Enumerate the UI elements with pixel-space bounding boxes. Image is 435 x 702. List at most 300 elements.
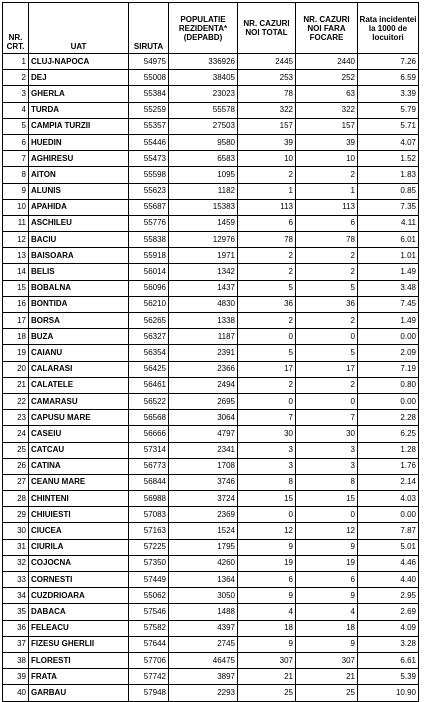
siruta-code-cell: 57742 xyxy=(129,669,169,685)
uat-name-cell: GHERLA xyxy=(29,86,129,102)
siruta-code-cell: 57644 xyxy=(129,636,169,652)
uat-name-cell: CIUCEA xyxy=(29,523,129,539)
cases-without-outbreaks-cell: 307 xyxy=(296,652,358,668)
population-cell: 2391 xyxy=(169,345,238,361)
cases-without-outbreaks-cell: 7 xyxy=(296,410,358,426)
row-number-cell: 4 xyxy=(3,102,29,118)
row-number-cell: 3 xyxy=(3,86,29,102)
table-row xyxy=(3,426,419,442)
uat-name-cell: BAISOARA xyxy=(29,248,129,264)
row-number-cell: 17 xyxy=(3,313,29,329)
incidence-rate-cell: 7.45 xyxy=(358,296,419,312)
cases-total-cell: 39 xyxy=(238,134,296,150)
siruta-code-cell: 55384 xyxy=(129,86,169,102)
table-row xyxy=(3,458,419,474)
siruta-code-cell: 57948 xyxy=(129,685,169,701)
incidence-rate-cell: 2.69 xyxy=(358,604,419,620)
population-cell: 2695 xyxy=(169,393,238,409)
table-row xyxy=(3,118,419,134)
row-number-cell: 33 xyxy=(3,572,29,588)
siruta-code-cell: 57546 xyxy=(129,604,169,620)
cases-total-cell: 2 xyxy=(238,248,296,264)
incidence-rate-cell: 4.07 xyxy=(358,134,419,150)
cases-without-outbreaks-cell: 252 xyxy=(296,70,358,86)
population-cell: 3724 xyxy=(169,491,238,507)
uat-name-cell: APAHIDA xyxy=(29,199,129,215)
uat-name-cell: CLUJ-NAPOCA xyxy=(29,54,129,70)
incidence-rate-cell: 7.87 xyxy=(358,523,419,539)
cases-total-cell: 78 xyxy=(238,232,296,248)
row-number-cell: 8 xyxy=(3,167,29,183)
table-row xyxy=(3,442,419,458)
uat-name-cell: DEJ xyxy=(29,70,129,86)
siruta-code-cell: 56522 xyxy=(129,393,169,409)
siruta-code-cell: 56461 xyxy=(129,377,169,393)
row-number-cell: 10 xyxy=(3,199,29,215)
cases-total-cell: 21 xyxy=(238,669,296,685)
row-number-cell: 19 xyxy=(3,345,29,361)
header-siruta: SIRUTA xyxy=(129,3,169,54)
incidence-table xyxy=(2,2,419,702)
cases-total-cell: 5 xyxy=(238,280,296,296)
table-row xyxy=(3,54,419,70)
table-row xyxy=(3,539,419,555)
header-nr-crt: NR. CRT. xyxy=(3,3,29,54)
cases-total-cell: 2 xyxy=(238,264,296,280)
row-number-cell: 6 xyxy=(3,134,29,150)
uat-name-cell: AITON xyxy=(29,167,129,183)
table-row xyxy=(3,70,419,86)
cases-total-cell: 10 xyxy=(238,151,296,167)
cases-total-cell: 253 xyxy=(238,70,296,86)
cases-without-outbreaks-cell: 10 xyxy=(296,151,358,167)
population-cell: 1095 xyxy=(169,167,238,183)
cases-without-outbreaks-cell: 15 xyxy=(296,491,358,507)
cases-without-outbreaks-cell: 9 xyxy=(296,588,358,604)
header-populatie: POPULATIE REZIDENTA* (DEPABD) xyxy=(169,3,238,54)
row-number-cell: 13 xyxy=(3,248,29,264)
incidence-rate-cell: 0.80 xyxy=(358,377,419,393)
siruta-code-cell: 55838 xyxy=(129,232,169,248)
row-number-cell: 36 xyxy=(3,620,29,636)
uat-name-cell: BORSA xyxy=(29,313,129,329)
table-row xyxy=(3,232,419,248)
cases-without-outbreaks-cell: 21 xyxy=(296,669,358,685)
population-cell: 3746 xyxy=(169,474,238,490)
incidence-rate-cell: 1.49 xyxy=(358,264,419,280)
siruta-code-cell: 55623 xyxy=(129,183,169,199)
population-cell: 55578 xyxy=(169,102,238,118)
population-cell: 4260 xyxy=(169,555,238,571)
siruta-code-cell: 55062 xyxy=(129,588,169,604)
header-rata-incidenta: Rata incidentei la 1000 de locuitori xyxy=(358,3,419,54)
cases-without-outbreaks-cell: 3 xyxy=(296,458,358,474)
cases-total-cell: 2 xyxy=(238,167,296,183)
population-cell: 4397 xyxy=(169,620,238,636)
cases-total-cell: 2445 xyxy=(238,54,296,70)
population-cell: 1182 xyxy=(169,183,238,199)
cases-without-outbreaks-cell: 25 xyxy=(296,685,358,701)
population-cell: 1488 xyxy=(169,604,238,620)
incidence-rate-cell: 0.00 xyxy=(358,329,419,345)
population-cell: 27503 xyxy=(169,118,238,134)
uat-name-cell: ALUNIS xyxy=(29,183,129,199)
cases-without-outbreaks-cell: 2 xyxy=(296,377,358,393)
row-number-cell: 35 xyxy=(3,604,29,620)
siruta-code-cell: 55918 xyxy=(129,248,169,264)
siruta-code-cell: 56354 xyxy=(129,345,169,361)
cases-total-cell: 2 xyxy=(238,313,296,329)
siruta-code-cell: 57225 xyxy=(129,539,169,555)
table-row xyxy=(3,280,419,296)
table-row xyxy=(3,572,419,588)
cases-without-outbreaks-cell: 3 xyxy=(296,442,358,458)
population-cell: 2366 xyxy=(169,361,238,377)
cases-without-outbreaks-cell: 157 xyxy=(296,118,358,134)
siruta-code-cell: 55357 xyxy=(129,118,169,134)
row-number-cell: 25 xyxy=(3,442,29,458)
siruta-code-cell: 56568 xyxy=(129,410,169,426)
population-cell: 1795 xyxy=(169,539,238,555)
cases-total-cell: 1 xyxy=(238,183,296,199)
row-number-cell: 12 xyxy=(3,232,29,248)
siruta-code-cell: 55446 xyxy=(129,134,169,150)
table-row xyxy=(3,199,419,215)
uat-name-cell: CASEIU xyxy=(29,426,129,442)
row-number-cell: 23 xyxy=(3,410,29,426)
uat-name-cell: COJOCNA xyxy=(29,555,129,571)
siruta-code-cell: 57163 xyxy=(129,523,169,539)
row-number-cell: 32 xyxy=(3,555,29,571)
cases-total-cell: 6 xyxy=(238,572,296,588)
population-cell: 2745 xyxy=(169,636,238,652)
cases-total-cell: 9 xyxy=(238,636,296,652)
siruta-code-cell: 56210 xyxy=(129,296,169,312)
population-cell: 2293 xyxy=(169,685,238,701)
uat-name-cell: CORNESTI xyxy=(29,572,129,588)
table-row xyxy=(3,620,419,636)
population-cell: 3050 xyxy=(169,588,238,604)
cases-total-cell: 307 xyxy=(238,652,296,668)
row-number-cell: 39 xyxy=(3,669,29,685)
cases-without-outbreaks-cell: 1 xyxy=(296,183,358,199)
cases-without-outbreaks-cell: 2 xyxy=(296,167,358,183)
siruta-code-cell: 57582 xyxy=(129,620,169,636)
population-cell: 1364 xyxy=(169,572,238,588)
population-cell: 2369 xyxy=(169,507,238,523)
incidence-rate-cell: 2.28 xyxy=(358,410,419,426)
cases-total-cell: 5 xyxy=(238,345,296,361)
population-cell: 1187 xyxy=(169,329,238,345)
cases-total-cell: 4 xyxy=(238,604,296,620)
incidence-rate-cell: 3.48 xyxy=(358,280,419,296)
table-row xyxy=(3,264,419,280)
row-number-cell: 20 xyxy=(3,361,29,377)
cases-without-outbreaks-cell: 2 xyxy=(296,313,358,329)
row-number-cell: 22 xyxy=(3,393,29,409)
table-row xyxy=(3,491,419,507)
uat-name-cell: CALARASI xyxy=(29,361,129,377)
cases-total-cell: 36 xyxy=(238,296,296,312)
population-cell: 38405 xyxy=(169,70,238,86)
header-cazuri-total: NR. CAZURI NOI TOTAL xyxy=(238,3,296,54)
cases-total-cell: 17 xyxy=(238,361,296,377)
population-cell: 1708 xyxy=(169,458,238,474)
table-body xyxy=(3,54,419,702)
row-number-cell: 15 xyxy=(3,280,29,296)
incidence-rate-cell: 1.49 xyxy=(358,313,419,329)
siruta-code-cell: 56666 xyxy=(129,426,169,442)
table-row xyxy=(3,410,419,426)
incidence-rate-cell: 6.59 xyxy=(358,70,419,86)
cases-total-cell: 9 xyxy=(238,588,296,604)
incidence-rate-cell: 0.00 xyxy=(358,507,419,523)
incidence-rate-cell: 5.01 xyxy=(358,539,419,555)
row-number-cell: 38 xyxy=(3,652,29,668)
population-cell: 23023 xyxy=(169,86,238,102)
cases-without-outbreaks-cell: 0 xyxy=(296,329,358,345)
table-row xyxy=(3,329,419,345)
cases-total-cell: 113 xyxy=(238,199,296,215)
table-row xyxy=(3,474,419,490)
incidence-rate-cell: 5.39 xyxy=(358,669,419,685)
incidence-rate-cell: 1.52 xyxy=(358,151,419,167)
uat-name-cell: CHINTENI xyxy=(29,491,129,507)
population-cell: 12976 xyxy=(169,232,238,248)
siruta-code-cell: 56014 xyxy=(129,264,169,280)
table-row xyxy=(3,588,419,604)
row-number-cell: 31 xyxy=(3,539,29,555)
uat-name-cell: AGHIRESU xyxy=(29,151,129,167)
incidence-rate-cell: 6.61 xyxy=(358,652,419,668)
incidence-rate-cell: 4.46 xyxy=(358,555,419,571)
population-cell: 4797 xyxy=(169,426,238,442)
cases-total-cell: 7 xyxy=(238,410,296,426)
table-row xyxy=(3,215,419,231)
row-number-cell: 26 xyxy=(3,458,29,474)
row-number-cell: 29 xyxy=(3,507,29,523)
incidence-rate-cell: 7.19 xyxy=(358,361,419,377)
table-row xyxy=(3,183,419,199)
cases-without-outbreaks-cell: 5 xyxy=(296,345,358,361)
table-row xyxy=(3,167,419,183)
row-number-cell: 14 xyxy=(3,264,29,280)
cases-total-cell: 8 xyxy=(238,474,296,490)
incidence-rate-cell: 0.00 xyxy=(358,393,419,409)
siruta-code-cell: 55776 xyxy=(129,215,169,231)
siruta-code-cell: 56425 xyxy=(129,361,169,377)
table-row xyxy=(3,134,419,150)
siruta-code-cell: 56096 xyxy=(129,280,169,296)
population-cell: 4830 xyxy=(169,296,238,312)
siruta-code-cell: 56265 xyxy=(129,313,169,329)
siruta-code-cell: 56844 xyxy=(129,474,169,490)
header-uat: UAT xyxy=(29,3,129,54)
table-row xyxy=(3,151,419,167)
cases-total-cell: 0 xyxy=(238,329,296,345)
cases-without-outbreaks-cell: 12 xyxy=(296,523,358,539)
cases-without-outbreaks-cell: 2 xyxy=(296,248,358,264)
row-number-cell: 30 xyxy=(3,523,29,539)
uat-name-cell: FELEACU xyxy=(29,620,129,636)
incidence-rate-cell: 4.11 xyxy=(358,215,419,231)
table-row xyxy=(3,652,419,668)
cases-total-cell: 3 xyxy=(238,458,296,474)
uat-name-cell: CAPUSU MARE xyxy=(29,410,129,426)
cases-without-outbreaks-cell: 322 xyxy=(296,102,358,118)
row-number-cell: 34 xyxy=(3,588,29,604)
uat-name-cell: FIZESU GHERLII xyxy=(29,636,129,652)
cases-total-cell: 9 xyxy=(238,539,296,555)
table-row xyxy=(3,555,419,571)
cases-without-outbreaks-cell: 17 xyxy=(296,361,358,377)
cases-without-outbreaks-cell: 0 xyxy=(296,507,358,523)
population-cell: 6583 xyxy=(169,151,238,167)
siruta-code-cell: 55598 xyxy=(129,167,169,183)
population-cell: 1524 xyxy=(169,523,238,539)
row-number-cell: 18 xyxy=(3,329,29,345)
header-cazuri-fara-focare: NR. CAZURI NOI FARA FOCARE xyxy=(296,3,358,54)
uat-name-cell: BUZA xyxy=(29,329,129,345)
population-cell: 46475 xyxy=(169,652,238,668)
incidence-rate-cell: 5.71 xyxy=(358,118,419,134)
cases-total-cell: 6 xyxy=(238,215,296,231)
siruta-code-cell: 56988 xyxy=(129,491,169,507)
cases-total-cell: 12 xyxy=(238,523,296,539)
incidence-rate-cell: 3.39 xyxy=(358,86,419,102)
table-row xyxy=(3,636,419,652)
population-cell: 1971 xyxy=(169,248,238,264)
cases-without-outbreaks-cell: 4 xyxy=(296,604,358,620)
row-number-cell: 28 xyxy=(3,491,29,507)
siruta-code-cell: 56327 xyxy=(129,329,169,345)
population-cell: 1437 xyxy=(169,280,238,296)
uat-name-cell: GARBAU xyxy=(29,685,129,701)
uat-name-cell: FRATA xyxy=(29,669,129,685)
uat-name-cell: BACIU xyxy=(29,232,129,248)
uat-name-cell: BONTIDA xyxy=(29,296,129,312)
uat-name-cell: TURDA xyxy=(29,102,129,118)
incidence-rate-cell: 10.90 xyxy=(358,685,419,701)
uat-name-cell: CATINA xyxy=(29,458,129,474)
population-cell: 15383 xyxy=(169,199,238,215)
siruta-code-cell: 57449 xyxy=(129,572,169,588)
cases-without-outbreaks-cell: 63 xyxy=(296,86,358,102)
incidence-rate-cell: 6.01 xyxy=(358,232,419,248)
population-cell: 336926 xyxy=(169,54,238,70)
incidence-rate-cell: 5.79 xyxy=(358,102,419,118)
cases-total-cell: 0 xyxy=(238,393,296,409)
incidence-rate-cell: 7.35 xyxy=(358,199,419,215)
uat-name-cell: CHIUIESTI xyxy=(29,507,129,523)
row-number-cell: 40 xyxy=(3,685,29,701)
incidence-rate-cell: 2.14 xyxy=(358,474,419,490)
table-row xyxy=(3,313,419,329)
population-cell: 2494 xyxy=(169,377,238,393)
siruta-code-cell: 54975 xyxy=(129,54,169,70)
cases-total-cell: 0 xyxy=(238,507,296,523)
cases-total-cell: 78 xyxy=(238,86,296,102)
table-row xyxy=(3,604,419,620)
table-row xyxy=(3,248,419,264)
table-row xyxy=(3,685,419,701)
uat-name-cell: HUEDIN xyxy=(29,134,129,150)
row-number-cell: 21 xyxy=(3,377,29,393)
siruta-code-cell: 57706 xyxy=(129,652,169,668)
incidence-rate-cell: 2.95 xyxy=(358,588,419,604)
incidence-rate-cell: 6.25 xyxy=(358,426,419,442)
population-cell: 1338 xyxy=(169,313,238,329)
row-number-cell: 37 xyxy=(3,636,29,652)
uat-name-cell: BELIS xyxy=(29,264,129,280)
header-row xyxy=(3,3,419,54)
population-cell: 3897 xyxy=(169,669,238,685)
row-number-cell: 2 xyxy=(3,70,29,86)
row-number-cell: 7 xyxy=(3,151,29,167)
incidence-rate-cell: 7.26 xyxy=(358,54,419,70)
uat-name-cell: CEANU MARE xyxy=(29,474,129,490)
incidence-rate-cell: 1.83 xyxy=(358,167,419,183)
uat-name-cell: CAMARASU xyxy=(29,393,129,409)
siruta-code-cell: 57314 xyxy=(129,442,169,458)
siruta-code-cell: 55008 xyxy=(129,70,169,86)
row-number-cell: 27 xyxy=(3,474,29,490)
row-number-cell: 11 xyxy=(3,215,29,231)
cases-total-cell: 19 xyxy=(238,555,296,571)
table-row xyxy=(3,86,419,102)
uat-name-cell: CIURILA xyxy=(29,539,129,555)
row-number-cell: 16 xyxy=(3,296,29,312)
uat-name-cell: ASCHILEU xyxy=(29,215,129,231)
population-cell: 3064 xyxy=(169,410,238,426)
row-number-cell: 5 xyxy=(3,118,29,134)
cases-without-outbreaks-cell: 36 xyxy=(296,296,358,312)
cases-without-outbreaks-cell: 0 xyxy=(296,393,358,409)
population-cell: 2341 xyxy=(169,442,238,458)
population-cell: 1459 xyxy=(169,215,238,231)
cases-without-outbreaks-cell: 9 xyxy=(296,636,358,652)
cases-without-outbreaks-cell: 5 xyxy=(296,280,358,296)
uat-name-cell: DABACA xyxy=(29,604,129,620)
cases-without-outbreaks-cell: 9 xyxy=(296,539,358,555)
incidence-rate-cell: 1.01 xyxy=(358,248,419,264)
table-row xyxy=(3,523,419,539)
cases-total-cell: 15 xyxy=(238,491,296,507)
uat-name-cell: CUZDRIOARA xyxy=(29,588,129,604)
siruta-code-cell: 55687 xyxy=(129,199,169,215)
table-row xyxy=(3,393,419,409)
table-row xyxy=(3,377,419,393)
uat-name-cell: CALATELE xyxy=(29,377,129,393)
incidence-rate-cell: 4.03 xyxy=(358,491,419,507)
incidence-rate-cell: 0.85 xyxy=(358,183,419,199)
cases-without-outbreaks-cell: 19 xyxy=(296,555,358,571)
incidence-rate-cell: 4.40 xyxy=(358,572,419,588)
cases-total-cell: 322 xyxy=(238,102,296,118)
siruta-code-cell: 55473 xyxy=(129,151,169,167)
cases-without-outbreaks-cell: 6 xyxy=(296,572,358,588)
incidence-rate-cell: 2.09 xyxy=(358,345,419,361)
cases-total-cell: 25 xyxy=(238,685,296,701)
incidence-rate-cell: 1.76 xyxy=(358,458,419,474)
cases-without-outbreaks-cell: 2440 xyxy=(296,54,358,70)
incidence-rate-cell: 3.28 xyxy=(358,636,419,652)
siruta-code-cell: 55259 xyxy=(129,102,169,118)
siruta-code-cell: 56773 xyxy=(129,458,169,474)
uat-name-cell: FLORESTI xyxy=(29,652,129,668)
siruta-code-cell: 57083 xyxy=(129,507,169,523)
cases-without-outbreaks-cell: 39 xyxy=(296,134,358,150)
